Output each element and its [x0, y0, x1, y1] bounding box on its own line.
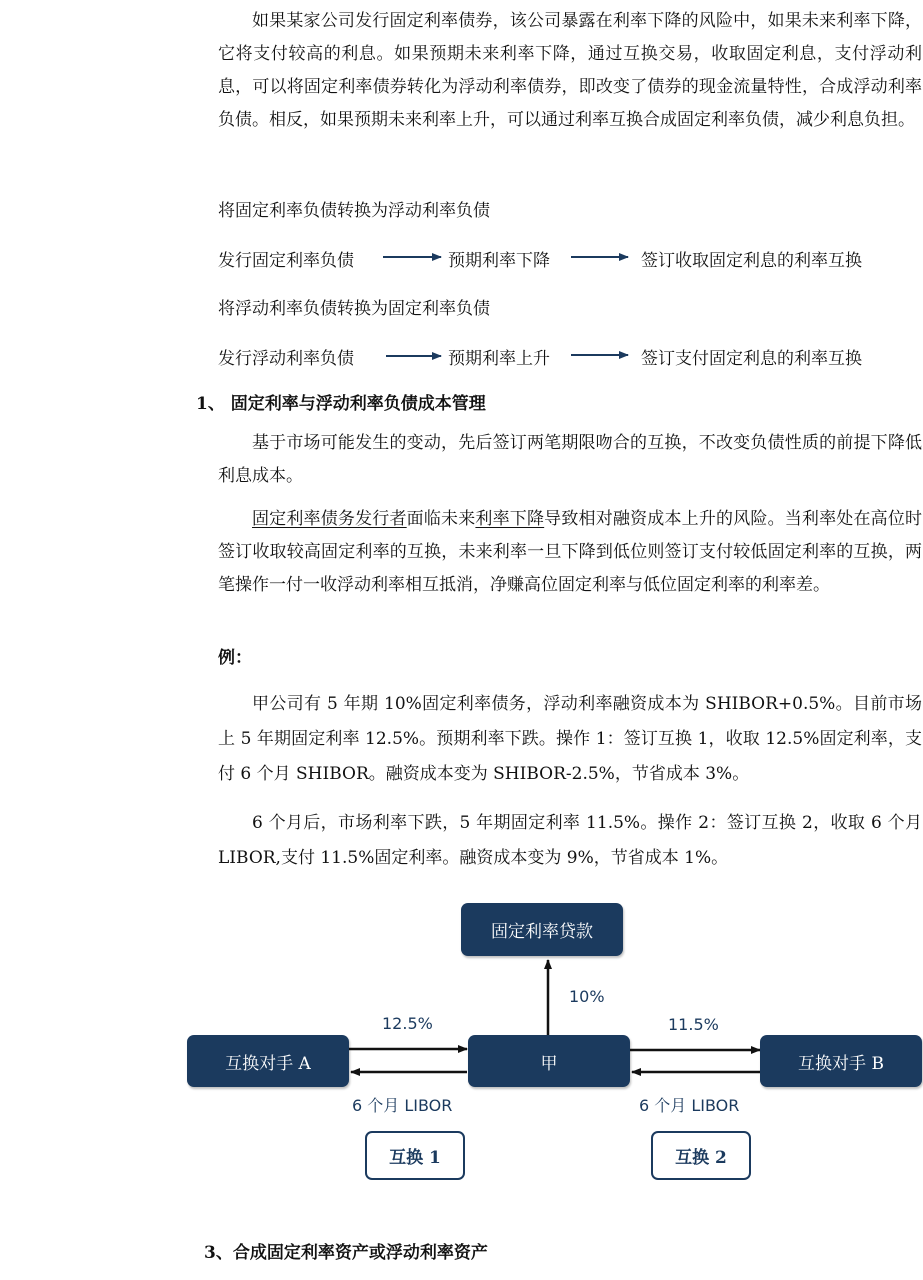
underlined-term-rate-drop: 利率下降 — [475, 509, 545, 529]
swap1-libor-label: 6 个月 LIBOR — [352, 1096, 453, 1115]
flow1-step3: 签订收取固定利息的利率互换 — [641, 251, 862, 271]
example-label: 例： — [218, 648, 252, 668]
counterparty-b-box — [760, 1035, 922, 1087]
flow2-title: 将浮动利率负债转换为固定利率负债 — [218, 299, 490, 319]
intro-paragraph: 如果某家公司发行固定利率债券，该公司暴露在利率下降的风险中，如果未来利率下降，它将支付较高的利息。如果预期未来利率下降，通过互换交易，收取固定利息，支付浮动利息，可以将固定利率债券转化为浮动利率债券，即改变了债券的现金流量特性，合成浮动利率负债。相反，如果预期未来利率上升，可以通过利率互换合成固定利率负债，减少利息负担。 — [218, 11, 922, 130]
flow1-step2: 预期利率下降 — [448, 251, 550, 271]
section1-heading: 1、 固定利率与浮动利率负债成本管理 — [196, 394, 486, 414]
swap1-box — [365, 1131, 465, 1180]
swap1-fixed-rate-label: 12.5% — [382, 1014, 433, 1033]
counterparty-a-box — [187, 1035, 349, 1087]
company-jia-label: 甲 — [540, 1053, 558, 1074]
paragraph2-mid: 面临未来 — [406, 509, 476, 529]
swap2-box — [651, 1131, 751, 1180]
swap1-label: 互换 1 — [389, 1148, 441, 1168]
underlined-term-issuer: 固定利率债务发行者 — [252, 509, 407, 529]
example-paragraph2: 6 个月后，市场利率下跌，5 年期固定利率 11.5%。操作 2：签订互换 2，收取 6 个月 LIBOR,支付 11.5%固定利率。融资成本变为 9%，节省成本 1%。 — [218, 813, 922, 868]
company-jia-box — [468, 1035, 630, 1087]
fixed-loan-label: 固定利率贷款 — [491, 922, 593, 942]
section3-heading: 3、合成固定利率资产或浮动利率资产 — [204, 1243, 488, 1263]
flow2-step2: 预期利率上升 — [448, 349, 550, 369]
flow2-step3: 签订支付固定利息的利率互换 — [641, 349, 862, 369]
flow2-step1: 发行浮动利率负债 — [218, 349, 354, 369]
swap2-label: 互换 2 — [675, 1148, 727, 1168]
example-paragraph1: 甲公司有 5 年期 10%固定利率债务，浮动利率融资成本为 SHIBOR+0.5%。目前市场上 5 年期固定利率 12.5%。预期利率下跌。操作 1：签订互换 1，收取 12.5%固定利率，支付 6 个月 SHIBOR。融资成本变为 SHIBOR-2.5%，节省成本 3%。 — [218, 694, 922, 784]
flow1-title: 将固定利率负债转换为浮动利率负债 — [218, 201, 490, 221]
fixed-loan-box — [461, 903, 623, 956]
loan-rate-label: 10% — [569, 987, 605, 1006]
paragraph2-rest: 导致相对融资成本上升的风险。当利率处在高位时签订收取较高固定利率的互换，未来利率一旦下降到低位则签订支付较低固定利率的互换，两笔操作一付一收浮动利率相互抵消，净赚高位固定利率与低位固定利率的利率差。 — [218, 509, 923, 595]
swap2-libor-label: 6 个月 LIBOR — [639, 1096, 740, 1115]
swap2-fixed-rate-label: 11.5% — [668, 1015, 719, 1034]
counterparty-b-label: 互换对手 B — [798, 1053, 884, 1074]
flow1-step1: 发行固定利率负债 — [218, 251, 354, 271]
section1-paragraph1: 基于市场可能发生的变动，先后签订两笔期限吻合的互换，不改变负债性质的前提下降低利息成本。 — [218, 433, 922, 486]
counterparty-a-label: 互换对手 A — [225, 1053, 311, 1074]
